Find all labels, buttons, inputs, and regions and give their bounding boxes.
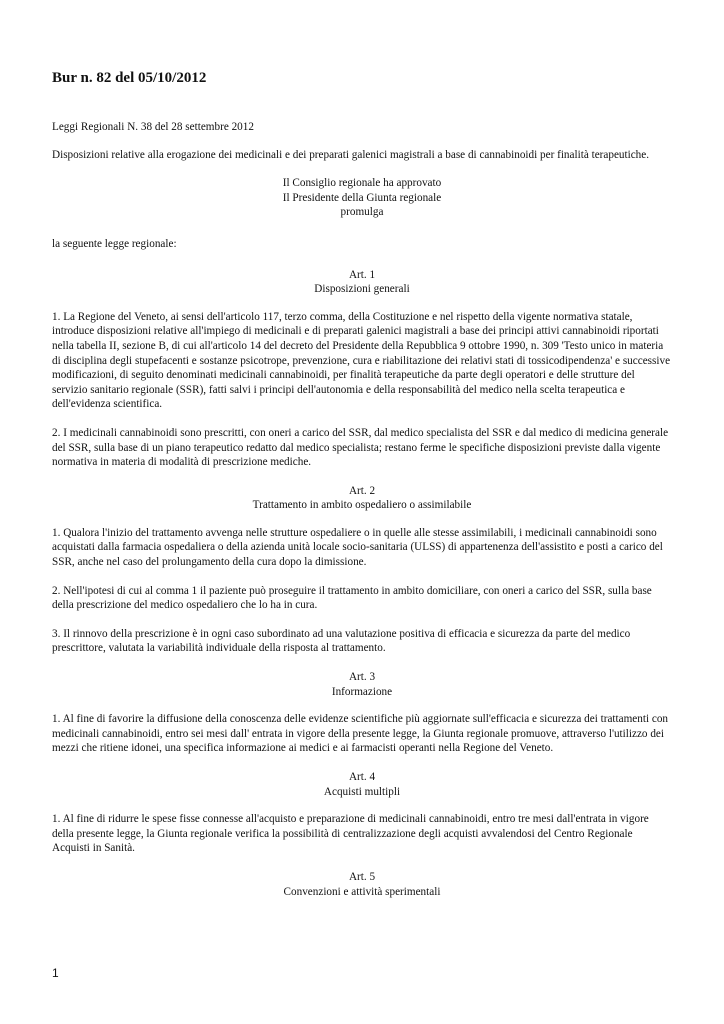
article-heading: [52, 870, 672, 899]
article-3: [52, 670, 672, 756]
article-title: Disposizioni generali: [314, 283, 410, 296]
article-number: Art. 3: [348, 671, 376, 684]
law-reference: Leggi Regionali N. 38 del 28 settembre 2012: [52, 121, 254, 133]
bulletin-title: Bur n. 82 del 05/10/2012: [52, 70, 207, 86]
article-number: Art. 1: [348, 268, 376, 281]
article-number: Art. 5: [348, 870, 376, 883]
article-4: [52, 770, 672, 856]
article-2: [52, 484, 672, 656]
paragraph: 2. Nell'ipotesi di cui al comma 1 il paziente può proseguire il trattamento in ambito domiciliare, con oneri a carico del SSR, sulla base della prescrizione del medico ospedaliero che lo ha in cura.: [52, 584, 652, 612]
article-number: Art. 4: [348, 771, 376, 783]
article-heading: [52, 670, 672, 699]
council-line-2: Il Presidente della Giunta regionale: [282, 191, 442, 204]
article-title: Convenzioni e attività sperimentali: [283, 885, 441, 898]
paragraph: 1. Al fine di ridurre le spese fisse connesse all'acquisto e preparazione di medicinali cannabinoidi, entro tre mesi dall'entrata in vigore della presente legge, la Giunta regionale verifica la possibilità di centralizzazione degli acquisti avvalendosi del Centro Regionale Acquisti in Sanità.: [52, 813, 649, 855]
paragraph: 1. Al fine di favorire la diffusione della conoscenza delle evidenze scientifiche più aggiornate sull'efficacia e sicurezza dei trattamenti con medicinali cannabinoidi, entro sei mesi dall' entrata in vigore della presente legge, la Giunta regionale promuove, attraverso l'utilizzo dei mezzi che ritiene idonei, una specifica informazione ai medici e ai farmacisti operanti nella Regione del Veneto.: [52, 713, 669, 755]
article-number: Art. 2: [348, 484, 376, 497]
article-heading: [52, 770, 672, 799]
paragraph: 2. I medicinali cannabinoidi sono prescritti, con oneri a carico del SSR, dal medico specialista del SSR e dal medico di medicina generale del SSR, sulla base di un piano terapeutico redatto dal medico specialista; restano ferme le specifiche disposizioni previste dalla vigente normativa in materia di modalità di prescrizione mediche.: [52, 426, 669, 469]
article-heading: [52, 484, 672, 513]
article-5: [52, 870, 672, 899]
paragraph: 1. Qualora l'inizio del trattamento avvenga nelle strutture ospedaliere o in quelle alle stesse assimilabili, i medicinali cannabinoidi sono acquistati dalla farmacia ospedaliera o della azienda unità locale socio-sanitaria (ULSS) di appartenenza dell'assistito e posti a carico del SSR, anche nel caso del prolungamento della cura dopo la dimissione.: [52, 526, 663, 569]
intro-line: la seguente legge regionale:: [52, 237, 177, 250]
page-number: 1: [52, 966, 59, 980]
article-title: Acquisti multipli: [323, 785, 401, 798]
enactment-formula: [52, 176, 672, 220]
paragraph: 1. La Regione del Veneto, ai sensi dell'articolo 117, terzo comma, della Costituzione e nel rispetto della vigente normativa statale, introduce disposizioni relative all'impiego di medicinali e di preparati galenici magistrali a base dei principi attivi cannabinoidi riportati nella tabella II, sezione B, di cui all'articolo 14 del decreto del Presidente della Repubblica 9 ottobre 1990, n. 309 'Testo unico in materia di disciplina degli stupefacenti e sostanze psicotrope, prevenzione, cura e riabilitazione dei relativi stati di tossicodipendenza' e successive modificazioni, di seguito denominati medicinali cannabinoidi, per finalità terapeutiche da parte degli operatori e delle strutture del servizio sanitario regionale (SSR), fatti salvi i principi dell'autonomia e della responsabilità del medico nella scelta terapeutica e dell'evidenza scientifica.: [52, 310, 671, 411]
council-line-1: Il Consiglio regionale ha approvato: [282, 177, 442, 190]
document-body: [52, 120, 672, 912]
law-subject: Disposizioni relative alla erogazione dei medicinali e dei preparati galenici magistrali a base di cannabinoidi per finalità terapeutiche.: [52, 148, 650, 161]
article-1: [52, 268, 672, 470]
article-title: Trattamento in ambito ospedaliero o assimilabile: [252, 499, 472, 512]
article-title: Informazione: [331, 685, 393, 698]
council-line-3: promulga: [340, 206, 384, 219]
paragraph: 3. Il rinnovo della prescrizione è in ogni caso subordinato ad una valutazione positiva di efficacia e sicurezza da parte del medico prescrittore, valutata la variabilità individuale della risposta al trattamento.: [52, 627, 631, 655]
article-heading: [52, 268, 672, 297]
